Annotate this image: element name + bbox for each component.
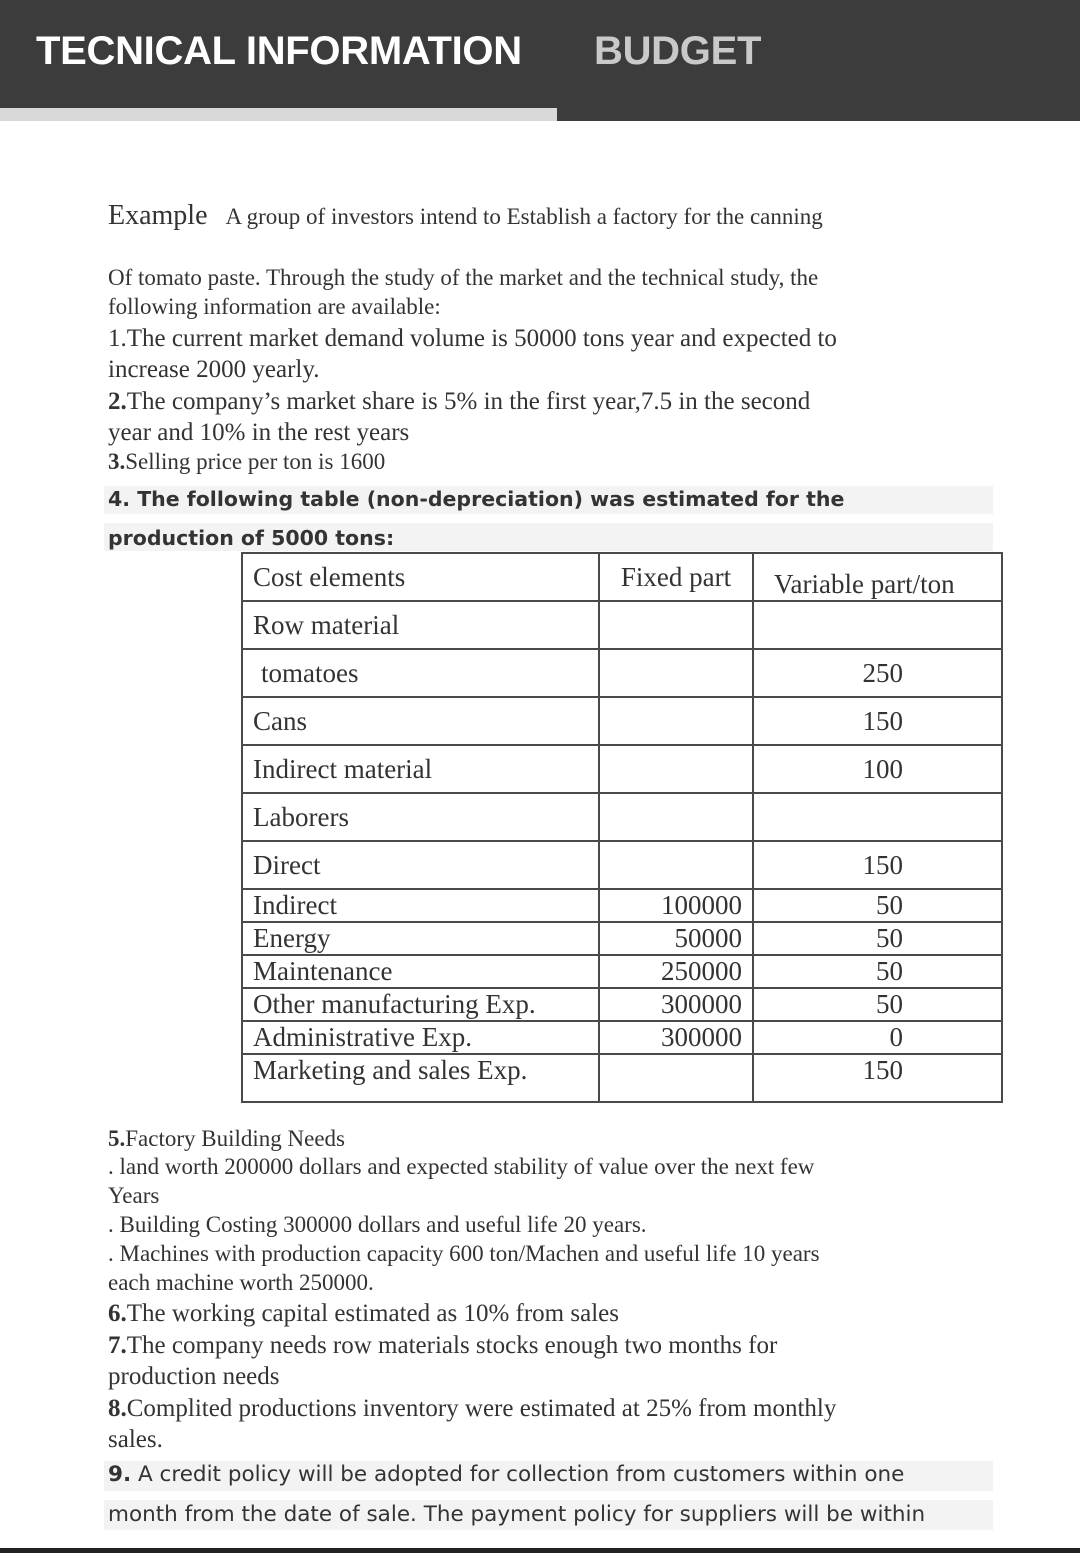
- row-label: Cans: [242, 697, 599, 745]
- row-fixed: 300000: [599, 1021, 753, 1054]
- item-5-land: . land worth 200000 dollars and expected stability of value over the next few: [108, 1154, 815, 1179]
- paragraph-1: Of tomato paste. Through the study of the market and the technical study, the: [108, 265, 819, 290]
- item-2-line-1: [108, 388, 810, 416]
- header-cost-elements: Cost elements: [242, 553, 599, 601]
- item-2-text: The company’s market share is 5% in the first year,7.5 in the second: [126, 388, 811, 415]
- row-variable: 50: [753, 955, 1002, 988]
- table-row: [242, 1054, 1002, 1102]
- header-variable-part: Variable part/ton: [753, 553, 1002, 601]
- item-5-number: 5.: [108, 1126, 126, 1151]
- item-5-land-cont: Years: [108, 1183, 160, 1208]
- item-9-line-1: [108, 1462, 904, 1487]
- row-fixed: [599, 649, 753, 697]
- row-label: Indirect: [242, 889, 599, 922]
- bottom-edge: [0, 1548, 1080, 1553]
- table-row: [242, 649, 1002, 697]
- row-variable: [753, 793, 1002, 841]
- item-7-line-2: production needs: [108, 1363, 280, 1390]
- item-8-line-2: sales.: [108, 1426, 163, 1453]
- item-4-line-1: 4. The following table (non-depreciation) was estimated for the: [108, 487, 845, 511]
- header-fixed-part: Fixed part: [599, 553, 753, 601]
- item-9-number: 9.: [108, 1462, 132, 1487]
- item-2-line-2: year and 10% in the rest years: [108, 419, 410, 446]
- table-row: [242, 922, 1002, 955]
- table-row: [242, 955, 1002, 988]
- row-fixed: [599, 793, 753, 841]
- paragraph-1-cont: following information are available:: [108, 294, 441, 319]
- item-5-machines-cont: each machine worth 250000.: [108, 1270, 374, 1295]
- tab-technical-information[interactable]: TECNICAL INFORMATION: [36, 29, 522, 73]
- item-8-number: 8.: [108, 1395, 127, 1422]
- row-variable: 50: [753, 889, 1002, 922]
- table-row: [242, 601, 1002, 649]
- item-1-line-2: increase 2000 yearly.: [108, 356, 320, 383]
- item-3-number: 3.: [108, 449, 126, 474]
- item-8-text: Complited productions inventory were estimated at 25% from monthly: [126, 1395, 837, 1422]
- row-label: Row material: [242, 601, 599, 649]
- row-fixed: [599, 745, 753, 793]
- item-6-text: The working capital estimated as 10% from sales: [126, 1300, 619, 1327]
- row-label: Administrative Exp.: [242, 1021, 599, 1054]
- item-9-line-2: month from the date of sale. The payment policy for suppliers will be within: [108, 1502, 926, 1527]
- table-header-row: [242, 553, 1002, 601]
- row-fixed: [599, 841, 753, 889]
- table-row: [242, 697, 1002, 745]
- table-row: [242, 745, 1002, 793]
- row-fixed: [599, 697, 753, 745]
- item-6-number: 6.: [108, 1300, 127, 1327]
- row-fixed: 300000: [599, 988, 753, 1021]
- row-label: Indirect material: [242, 745, 599, 793]
- row-variable: 50: [753, 922, 1002, 955]
- row-label: Marketing and sales Exp.: [242, 1054, 599, 1102]
- item-7-number: 7.: [108, 1332, 127, 1359]
- item-5-building: . Building Costing 300000 dollars and useful life 20 years.: [108, 1212, 647, 1237]
- intro-line: [108, 200, 823, 232]
- row-fixed: 100000: [599, 889, 753, 922]
- row-fixed: [599, 1054, 753, 1102]
- item-4-line-2: production of 5000 tons:: [108, 526, 395, 550]
- row-label: Laborers: [242, 793, 599, 841]
- row-variable: [753, 601, 1002, 649]
- intro-lead: Example: [108, 200, 208, 231]
- item-7-text: The company needs row materials stocks enough two months for: [126, 1332, 778, 1359]
- cost-table: [241, 552, 1003, 1103]
- item-2-number: 2.: [108, 388, 127, 415]
- table-row: [242, 793, 1002, 841]
- row-label: Energy: [242, 922, 599, 955]
- table-row: [242, 988, 1002, 1021]
- item-9-text: A credit policy will be adopted for collection from customers within one: [131, 1462, 905, 1487]
- row-fixed: 50000: [599, 922, 753, 955]
- tab-budget[interactable]: BUDGET: [594, 29, 762, 73]
- row-fixed: 250000: [599, 955, 753, 988]
- item-5-machines: . Machines with production capacity 600 ton/Machen and useful life 10 years: [108, 1241, 820, 1266]
- item-3: [108, 449, 385, 475]
- item-3-text: Selling price per ton is 1600: [125, 449, 386, 474]
- item-6: [108, 1300, 619, 1328]
- item-7-line-1: [108, 1332, 777, 1360]
- row-variable: 150: [753, 697, 1002, 745]
- item-5: [108, 1126, 345, 1152]
- item-5-text: Factory Building Needs: [125, 1126, 345, 1151]
- row-label: Direct: [242, 841, 599, 889]
- row-fixed: [599, 601, 753, 649]
- item-8-line-1: [108, 1395, 836, 1423]
- row-variable: 100: [753, 745, 1002, 793]
- table-row: [242, 889, 1002, 922]
- table-row: [242, 841, 1002, 889]
- row-variable: 150: [753, 841, 1002, 889]
- row-variable: 0: [753, 1021, 1002, 1054]
- row-variable: 150: [753, 1054, 1002, 1102]
- item-1-line-1: 1.The current market demand volume is 50000 tons year and expected to: [108, 325, 837, 352]
- row-variable: 250: [753, 649, 1002, 697]
- row-variable: 50: [753, 988, 1002, 1021]
- row-label: Maintenance: [242, 955, 599, 988]
- row-label: tomatoes: [242, 649, 599, 697]
- row-label: Other manufacturing Exp.: [242, 988, 599, 1021]
- table-row: [242, 1021, 1002, 1054]
- intro-text: A group of investors intend to Establish a factory for the canning: [225, 204, 823, 229]
